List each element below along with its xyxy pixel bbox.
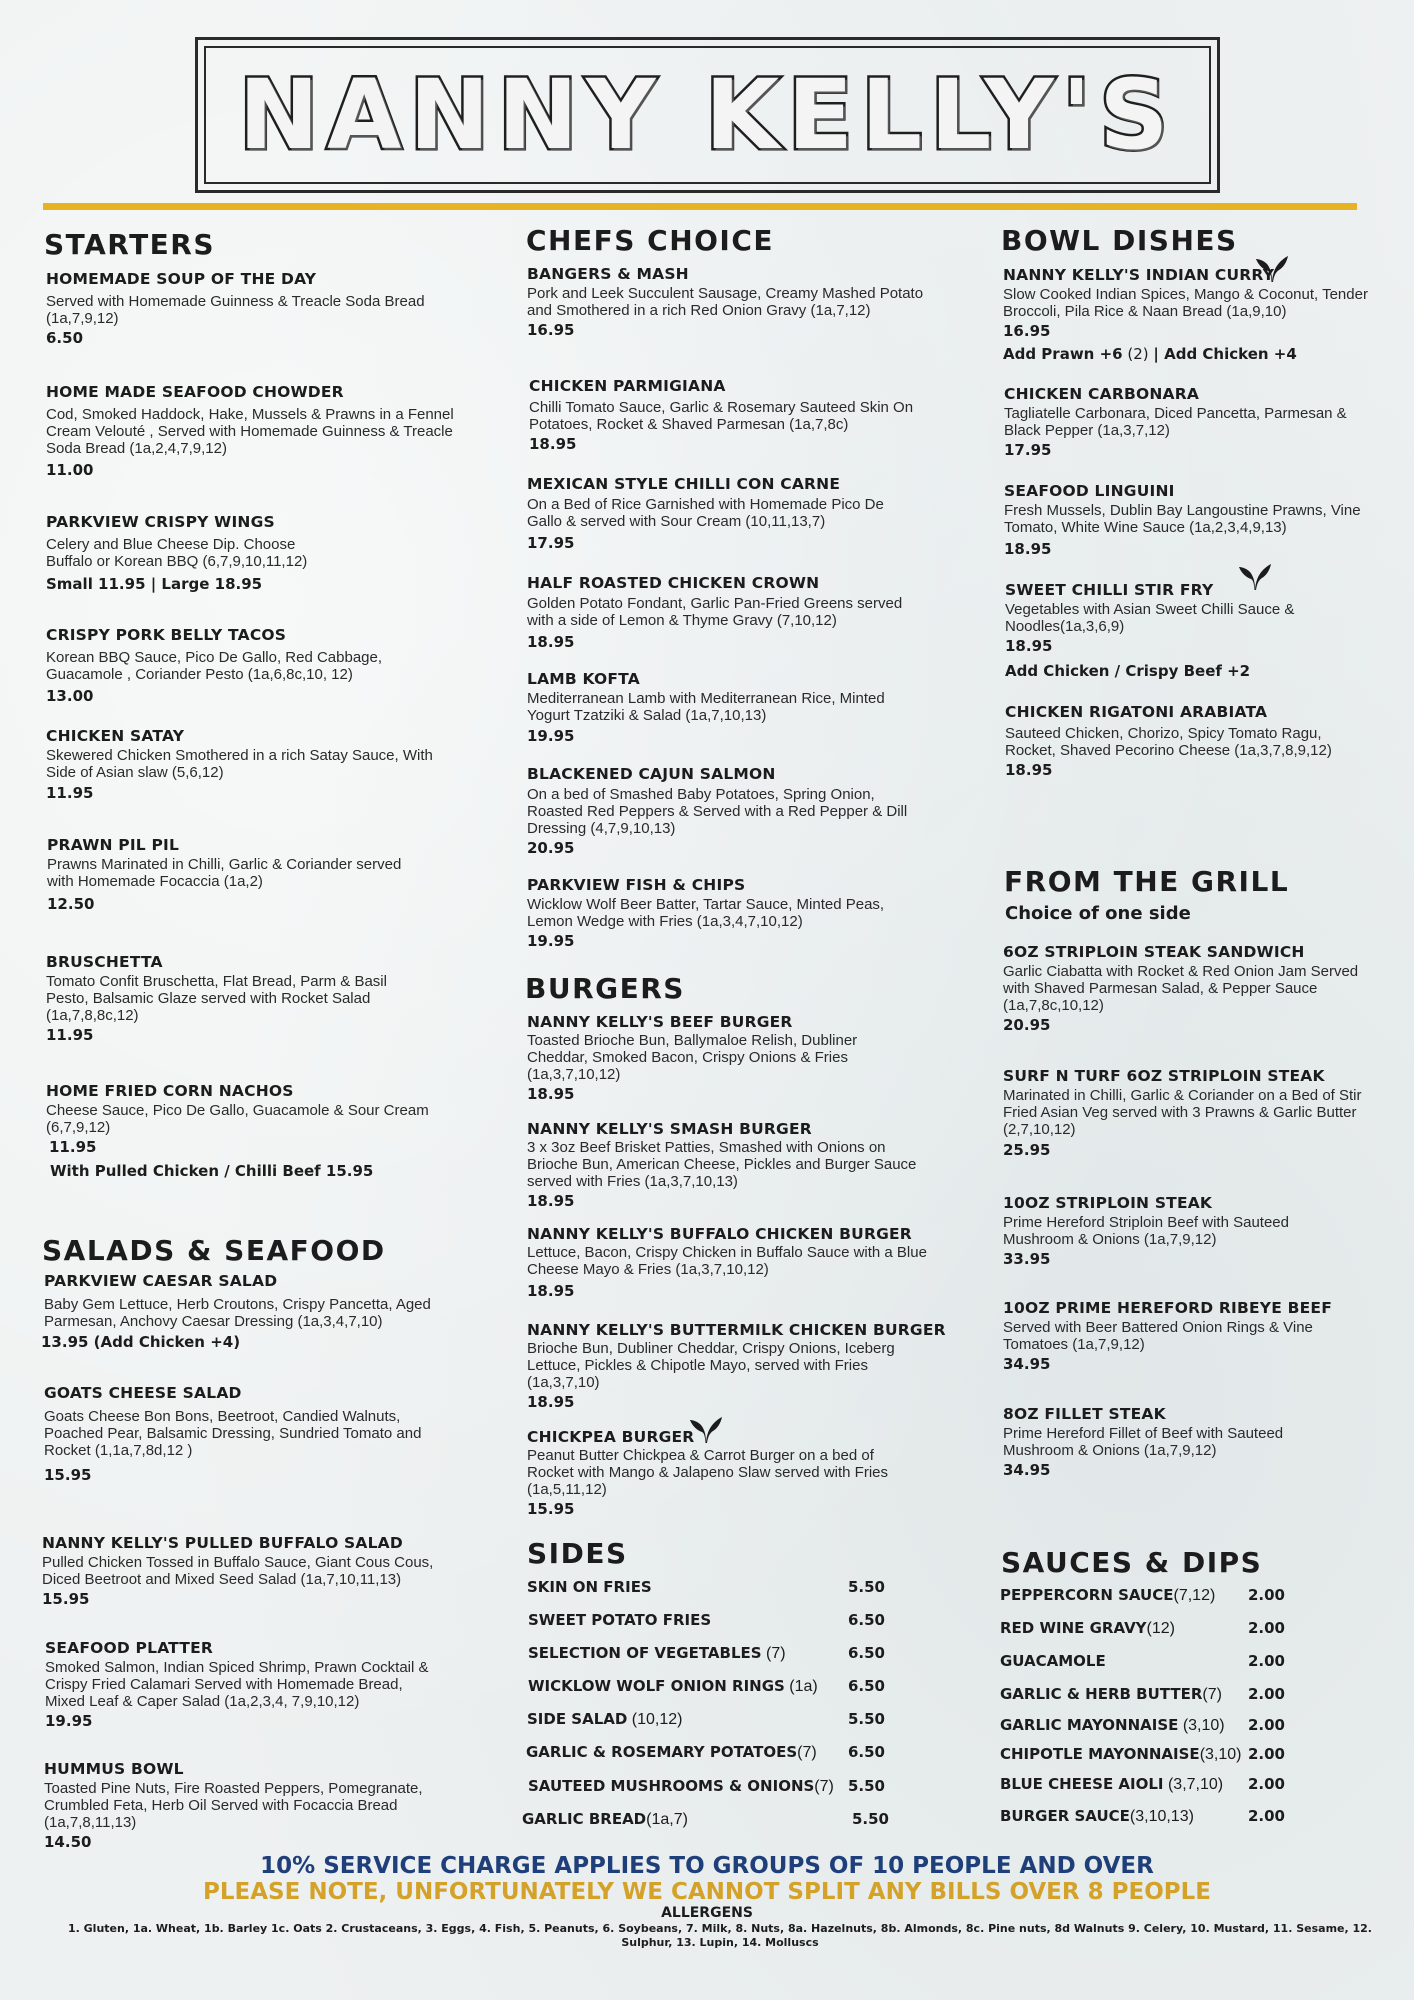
menu-item (1003, 1194, 1333, 1268)
menu-item (527, 1013, 907, 1103)
row-label: CHIPOTLE MAYONNAISE (1000, 1745, 1200, 1763)
row-name (528, 1611, 711, 1630)
item-price: 20.95 (527, 839, 575, 857)
menu-item (46, 1082, 446, 1180)
item-description: Fresh Mussels, Dublin Bay Langoustine Prawns, Vine Tomato, White Wine Sauce (1a,2,3,4,9,13) (1004, 502, 1361, 536)
item-name: CRISPY PORK BELLY TACOS (46, 626, 287, 644)
row-price: 2.00 (1247, 1685, 1285, 1703)
row-price: 5.50 (847, 1578, 885, 1596)
item-description: Prime Hereford Striploin Beef with Sauteed Mushroom & Onions (1a,7,9,12) (1003, 1214, 1289, 1248)
item-name: HUMMUS BOWL (44, 1760, 184, 1778)
menu-item (46, 626, 426, 705)
item-name: 10OZ PRIME HEREFORD RIBEYE BEEF (1003, 1299, 1332, 1317)
row-label: SELECTION OF VEGETABLES (528, 1644, 762, 1662)
item-description: Served with Beer Battered Onion Rings & Vine Tomatoes (1a,7,9,12) (1003, 1319, 1313, 1353)
item-description: Sauteed Chicken, Chorizo, Spicy Tomato Ragu, Rocket, Shaved Pecorino Cheese (1a,3,7,8,9,12) (1005, 725, 1332, 759)
item-description: Chilli Tomato Sauce, Garlic & Rosemary Sauteed Skin On Potatoes, Rocket & Shaved Parmesan (1a,7,8c) (529, 399, 914, 433)
row-allergens: (3,10) (1178, 1717, 1225, 1734)
item-description: Korean BBQ Sauce, Pico De Gallo, Red Cabbage, Guacamole , Coriander Pesto (1a,6,8c,10, 12) (46, 649, 383, 683)
price-row (522, 1810, 889, 1829)
item-price: 18.95 (1004, 540, 1052, 558)
item-price: 18.95 (527, 1085, 575, 1103)
item-name: CHICKPEA BURGER (527, 1428, 695, 1446)
menu-item (527, 574, 922, 651)
item-name: NANNY KELLY'S BUTTERMILK CHICKEN BURGER (527, 1321, 946, 1339)
row-allergens: (7) (797, 1744, 817, 1761)
row-allergens: (3,10,13) (1129, 1808, 1194, 1825)
menu-item (46, 727, 446, 802)
item-addon (1003, 345, 1373, 363)
price-row (528, 1677, 885, 1696)
row-allergens: (7) (814, 1778, 834, 1795)
item-price: 18.95 (1005, 761, 1053, 779)
leaf-sprout-icon (1238, 563, 1272, 591)
item-name: NANNY KELLY'S INDIAN CURRY (1003, 266, 1275, 284)
item-description: Pulled Chicken Tossed in Buffalo Sauce, Giant Cous Cous, Diced Beetroot and Mixed Seed Salad (1a,7,10,11,13) (42, 1554, 434, 1588)
item-price: 15.95 (44, 1466, 92, 1484)
menu-item (46, 270, 456, 347)
row-price: 2.00 (1247, 1716, 1285, 1734)
item-name: LAMB KOFTA (527, 670, 640, 688)
bowl-dishes-heading: BOWL DISHES (1001, 224, 1238, 257)
item-price: 19.95 (45, 1712, 93, 1730)
menu-item (1003, 943, 1373, 1034)
row-name (526, 1743, 817, 1762)
row-name (527, 1710, 682, 1729)
row-name (1000, 1775, 1223, 1794)
item-price: 17.95 (1004, 441, 1052, 459)
row-label: BURGER SAUCE (1000, 1807, 1130, 1825)
item-name: NANNY KELLY'S PULLED BUFFALO SALAD (42, 1534, 403, 1552)
row-price: 6.50 (847, 1644, 885, 1662)
item-description: Goats Cheese Bon Bons, Beetroot, Candied Walnuts, Poached Pear, Balsamic Dressing, Sundried Tomato and Rocket (1,1a,7,8d,12 ) (44, 1408, 422, 1459)
split-bills-notice: PLEASE NOTE, UNFORTUNATELY WE CANNOT SPLIT ANY BILLS OVER 8 PEOPLE (203, 1879, 1211, 1905)
price-row (528, 1644, 885, 1663)
menu-item (42, 1534, 442, 1608)
price-row (527, 1578, 885, 1597)
item-name: 6OZ STRIPLOIN STEAK SANDWICH (1003, 943, 1305, 961)
item-name: BLACKENED CAJUN SALMON (527, 765, 776, 783)
item-price: 34.95 (1003, 1461, 1051, 1479)
price-row (528, 1611, 885, 1630)
item-name: PARKVIEW FISH & CHIPS (527, 876, 746, 894)
row-name (528, 1677, 818, 1696)
item-name: SEAFOOD PLATTER (45, 1639, 214, 1657)
item-name: 8OZ FILLET STEAK (1003, 1405, 1166, 1423)
item-price: 18.95 (1005, 637, 1053, 655)
item-price: 13.00 (46, 687, 94, 705)
restaurant-logo: NANNY KELLY'S (238, 59, 1177, 171)
item-price: 34.95 (1003, 1355, 1051, 1373)
logo-inner-frame (204, 46, 1211, 184)
menu-item (44, 1384, 429, 1484)
service-charge-notice: 10% SERVICE CHARGE APPLIES TO GROUPS OF 10 PEOPLE AND OVER (260, 1853, 1154, 1879)
item-description: On a bed of Smashed Baby Potatoes, Spring Onion, Roasted Red Peppers & Served with a Red Pepper & Dill Dressing (4,7,9,10,13) (527, 786, 908, 837)
item-price: 18.95 (527, 1192, 575, 1210)
menu-item (1004, 385, 1374, 459)
row-allergens: (3,10) (1199, 1746, 1242, 1763)
row-name (1000, 1807, 1194, 1826)
row-name (1000, 1685, 1222, 1704)
menu-item (527, 475, 922, 552)
item-description: Tagliatelle Carbonara, Diced Pancetta, Parmesan & Black Pepper (1a,3,7,12) (1004, 405, 1347, 439)
menu-item (527, 265, 927, 339)
item-description: Toasted Pine Nuts, Fire Roasted Peppers, Pomegranate, Crumbled Feta, Herb Oil Served with Focaccia Bread (1a,7,8,11,13) (44, 1780, 423, 1831)
row-label: BLUE CHEESE AIOLI (1000, 1775, 1164, 1793)
leaf-sprout-icon (689, 1416, 723, 1444)
item-description: Served with Homemade Guinness & Treacle Soda Bread (1a,7,9,12) (46, 293, 425, 327)
item-name: NANNY KELLY'S SMASH BURGER (527, 1120, 812, 1138)
row-label: GARLIC & HERB BUTTER (1000, 1685, 1203, 1703)
item-name: 10OZ STRIPLOIN STEAK (1003, 1194, 1213, 1212)
item-price: 17.95 (527, 534, 575, 552)
item-name: NANNY KELLY'S BUFFALO CHICKEN BURGER (527, 1225, 912, 1243)
item-price: 16.95 (1003, 322, 1051, 340)
row-allergens: (7) (761, 1645, 786, 1662)
item-description: Marinated in Chilli, Garlic & Coriander on a Bed of Stir Fried Asian Veg served with 3 Prawns & Garlic Butter (2,7,10,12) (1003, 1087, 1362, 1138)
item-price: 25.95 (1003, 1141, 1051, 1159)
menu-item (529, 377, 929, 453)
item-description: Cheese Sauce, Pico De Gallo, Guacamole & Sour Cream (6,7,9,12) (46, 1102, 429, 1136)
item-price: 15.95 (42, 1590, 90, 1608)
item-price: 33.95 (1003, 1250, 1051, 1268)
item-name: HALF ROASTED CHICKEN CROWN (527, 574, 820, 592)
item-price: 16.95 (527, 321, 575, 339)
item-description: 3 x 3oz Beef Brisket Patties, Smashed with Onions on Brioche Bun, American Cheese, Pickles and Burger Sauce served with Fries (1a,3,7,10,13) (527, 1139, 917, 1190)
row-allergens: (1a,7) (646, 1811, 688, 1828)
row-label: GARLIC MAYONNAISE (1000, 1716, 1179, 1734)
item-name: NANNY KELLY'S BEEF BURGER (527, 1013, 793, 1031)
row-name (1000, 1619, 1175, 1638)
item-description: Skewered Chicken Smothered in a rich Satay Sauce, With Side of Asian slaw (5,6,12) (46, 747, 433, 781)
row-name (527, 1578, 652, 1597)
menu-item (1003, 266, 1373, 363)
menu-item (45, 1639, 435, 1730)
sides-heading: SIDES (527, 1537, 628, 1570)
from-the-grill-heading: FROM THE GRILL (1004, 865, 1290, 898)
row-price: 6.50 (847, 1611, 885, 1629)
item-name: GOATS CHEESE SALAD (44, 1384, 242, 1402)
menu-item (1004, 482, 1374, 558)
row-name (528, 1644, 786, 1663)
menu-item (1003, 1067, 1373, 1159)
row-price: 6.50 (847, 1677, 885, 1695)
chefs-choice-heading: CHEFS CHOICE (526, 224, 775, 257)
menu-item (46, 513, 331, 593)
row-price: 2.00 (1247, 1619, 1285, 1637)
menu-item (46, 953, 416, 1044)
row-label: GUACAMOLE (1000, 1652, 1106, 1670)
menu-item (47, 836, 427, 913)
item-description: On a Bed of Rice Garnished with Homemade Pico De Gallo & served with Sour Cream (10,11,13,7) (527, 496, 884, 530)
item-name: MEXICAN STYLE CHILLI CON CARNE (527, 475, 841, 493)
row-price: 5.50 (847, 1710, 885, 1728)
item-description: Pork and Leek Succulent Sausage, Creamy Mashed Potato and Smothered in a rich Red Onion Gravy (1a,7,12) (527, 285, 924, 319)
price-row (1000, 1745, 1285, 1764)
burgers-heading: BURGERS (525, 972, 685, 1005)
price-row (1000, 1716, 1285, 1735)
item-description: Baby Gem Lettuce, Herb Croutons, Crispy Pancetta, Aged Parmesan, Anchovy Caesar Dressing (1a,3,4,7,10) (44, 1296, 431, 1330)
salads-heading: SALADS & SEAFOOD (42, 1234, 386, 1267)
menu-item (527, 1225, 927, 1300)
menu-item (1003, 1299, 1343, 1373)
price-row (1000, 1586, 1285, 1605)
menu-item (527, 1321, 946, 1411)
row-allergens: (7) (1202, 1686, 1222, 1703)
row-label: SIDE SALAD (527, 1710, 628, 1728)
row-label: GARLIC & ROSEMARY POTATOES (526, 1743, 798, 1761)
row-price: 2.00 (1247, 1652, 1285, 1670)
item-price: 13.95 (Add Chicken +4) (41, 1333, 241, 1351)
gold-divider (43, 203, 1357, 210)
starters-heading: STARTERS (44, 228, 216, 261)
menu-item (1005, 581, 1315, 680)
row-name (1000, 1716, 1225, 1735)
row-label: WICKLOW WOLF ONION RINGS (528, 1677, 785, 1695)
row-price: 2.00 (1247, 1775, 1285, 1793)
item-description: Peanut Butter Chickpea & Carrot Burger on a bed of Rocket with Mango & Jalapeno Slaw served with Fries (1a,5,11,12) (527, 1447, 888, 1498)
item-name: SWEET CHILLI STIR FRY (1005, 581, 1214, 599)
price-row (1000, 1652, 1285, 1671)
row-label: SWEET POTATO FRIES (528, 1611, 712, 1629)
item-name: HOMEMADE SOUP OF THE DAY (46, 270, 317, 288)
item-description: Prime Hereford Fillet of Beef with Sauteed Mushroom & Onions (1a,7,9,12) (1003, 1425, 1284, 1459)
item-name: HOME FRIED CORN NACHOS (46, 1082, 294, 1100)
item-name: CHICKEN SATAY (46, 727, 185, 745)
item-price: 12.50 (47, 895, 95, 913)
item-addon: Add Chicken / Crispy Beef +2 (1005, 662, 1251, 680)
menu-item (1003, 1405, 1323, 1479)
item-name: BRUSCHETTA (46, 953, 163, 971)
row-price: 5.50 (847, 1777, 885, 1795)
row-label: PEPPERCORN SAUCE (1000, 1586, 1174, 1604)
allergens-heading: ALLERGENS (661, 1905, 753, 1921)
menu-item (1005, 703, 1345, 779)
item-price: 6.50 (46, 329, 84, 347)
item-description: Prawns Marinated in Chilli, Garlic & Coriander served with Homemade Focaccia (1a,2) (47, 856, 402, 890)
item-description: Smoked Salmon, Indian Spiced Shrimp, Prawn Cocktail & Crispy Fried Calamari Served with Homemade Bread, Mixed Leaf & Caper Salad (1a,2,3,4, 7,9,10,12) (45, 1659, 429, 1710)
item-price: 11.95 (46, 784, 94, 802)
price-row (526, 1743, 885, 1762)
item-price: 14.50 (44, 1833, 92, 1851)
price-row (527, 1710, 885, 1729)
menu-item (527, 876, 917, 950)
item-name: PRAWN PIL PIL (47, 836, 180, 854)
item-description: Vegetables with Asian Sweet Chilli Sauce & Noodles(1a,3,6,9) (1005, 601, 1295, 635)
item-name: CHICKEN PARMIGIANA (529, 377, 726, 395)
item-price: 15.95 (527, 1500, 575, 1518)
price-row (1000, 1775, 1285, 1794)
row-price: 6.50 (847, 1743, 885, 1761)
addon-chicken: | Add Chicken +4 (1153, 345, 1297, 363)
menu-item (44, 1760, 424, 1851)
item-name: CHICKEN RIGATONI ARABIATA (1005, 703, 1268, 721)
addon-allergen: (2) (1122, 345, 1154, 363)
row-allergens: (3,7,10) (1163, 1776, 1224, 1793)
row-name (528, 1777, 834, 1796)
logo-frame (195, 37, 1220, 193)
item-price: 18.95 (529, 435, 577, 453)
item-description: Golden Potato Fondant, Garlic Pan-Fried Greens served with a side of Lemon & Thyme Gravy (7,10,12) (527, 595, 903, 629)
row-price: 2.00 (1247, 1586, 1285, 1604)
item-description: Mediterranean Lamb with Mediterranean Rice, Minted Yogurt Tzatziki & Salad (1a,7,10,13) (527, 690, 885, 724)
item-description: Tomato Confit Bruschetta, Flat Bread, Parm & Basil Pesto, Balsamic Glaze served with Rocket Salad (1a,7,8,8c,12) (46, 973, 387, 1024)
item-description: Toasted Brioche Bun, Ballymaloe Relish, Dubliner Cheddar, Smoked Bacon, Crispy Onions & Fries (1a,3,7,10,12) (527, 1032, 858, 1083)
item-price: 18.95 (527, 1393, 575, 1411)
item-description: Cod, Smoked Haddock, Hake, Mussels & Prawns in a Fennel Cream Velouté , Served with Homemade Guinness & Treacle Soda Bread (1a,2,4,7,9,12) (46, 406, 454, 457)
item-name: SEAFOOD LINGUINI (1004, 482, 1175, 500)
item-description: Wicklow Wolf Beer Batter, Tartar Sauce, Minted Peas, Lemon Wedge with Fries (1a,3,4,7,10,12) (527, 896, 885, 930)
price-row (1000, 1619, 1285, 1638)
item-name: PARKVIEW CAESAR SALAD (44, 1272, 278, 1290)
allergens-list: 1. Gluten, 1a. Wheat, 1b. Barley 1c. Oats 2. Crustaceans, 3. Eggs, 4. Fish, 5. Peanuts, 6. Soybeans, 7. Milk, 8. Nuts, 8a. Hazelnuts, 8b. Almonds, 8c. Pine nuts, 8d Walnuts 9. Celery, 10. Mustard, 11. Sesame, 12. Sulphur, 13. Lupin, 14. Molluscs (67, 1922, 1372, 1949)
item-price: 18.95 (527, 1282, 575, 1300)
row-price: 2.00 (1247, 1745, 1285, 1763)
menu-item (46, 383, 456, 479)
row-name (522, 1810, 688, 1829)
item-description: Lettuce, Bacon, Crispy Chicken in Buffalo Sauce with a Blue Cheese Mayo & Fries (1a,3,7,10,12) (527, 1244, 927, 1278)
row-label: SKIN ON FRIES (527, 1578, 652, 1596)
row-allergens: (12) (1146, 1620, 1175, 1637)
item-price: 19.95 (527, 932, 575, 950)
row-label: RED WINE GRAVY (1000, 1619, 1147, 1637)
leaf-sprout-icon (1255, 255, 1289, 283)
menu-item (527, 670, 887, 745)
sauces-dips-heading: SAUCES & DIPS (1001, 1546, 1263, 1579)
menu-item (527, 1120, 927, 1210)
row-name (1000, 1745, 1241, 1764)
item-name: BANGERS & MASH (527, 265, 689, 283)
row-label: GARLIC BREAD (522, 1810, 647, 1828)
item-name: HOME MADE SEAFOOD CHOWDER (46, 383, 344, 401)
row-price: 5.50 (851, 1810, 889, 1828)
row-allergens: (1a) (784, 1678, 818, 1695)
menu-item (41, 1272, 434, 1351)
row-name (1000, 1586, 1215, 1605)
item-price: 20.95 (1003, 1016, 1051, 1034)
price-row (1000, 1807, 1285, 1826)
item-price: 18.95 (527, 633, 575, 651)
item-price: Small 11.95 | Large 18.95 (46, 575, 263, 593)
row-label: SAUTEED MUSHROOMS & ONIONS (528, 1777, 815, 1795)
item-price: 19.95 (527, 727, 575, 745)
addon-prawn: Add Prawn +6 (1003, 345, 1123, 363)
item-name: PARKVIEW CRISPY WINGS (46, 513, 275, 531)
row-name (1000, 1652, 1106, 1671)
grill-subtitle: Choice of one side (1005, 903, 1191, 924)
item-description: Slow Cooked Indian Spices, Mango & Coconut, Tender Broccoli, Pila Rice & Naan Bread (1a,9,10) (1003, 286, 1368, 320)
item-addon: With Pulled Chicken / Chilli Beef 15.95 (50, 1162, 374, 1180)
menu-item (527, 765, 927, 857)
item-price: 11.95 (46, 1026, 94, 1044)
item-description: Celery and Blue Cheese Dip. Choose Buffalo or Korean BBQ (6,7,9,10,11,12) (46, 536, 308, 570)
item-name: SURF N TURF 6OZ STRIPLOIN STEAK (1003, 1067, 1325, 1085)
price-row (528, 1777, 885, 1796)
item-name: CHICKEN CARBONARA (1004, 385, 1200, 403)
row-allergens: (10,12) (627, 1711, 683, 1728)
row-allergens: (7,12) (1173, 1587, 1216, 1604)
item-description: Garlic Ciabatta with Rocket & Red Onion Jam Served with Shaved Parmesan Salad, & Pepper Sauce (1a,7,8c,10,12) (1003, 963, 1359, 1014)
item-price: 11.00 (46, 461, 94, 479)
row-price: 2.00 (1247, 1807, 1285, 1825)
item-description: Brioche Bun, Dubliner Cheddar, Crispy Onions, Iceberg Lettuce, Pickles & Chipotle Mayo, served with Fries (1a,3,7,10) (527, 1340, 895, 1391)
item-price: 11.95 (49, 1138, 97, 1156)
price-row (1000, 1685, 1285, 1704)
